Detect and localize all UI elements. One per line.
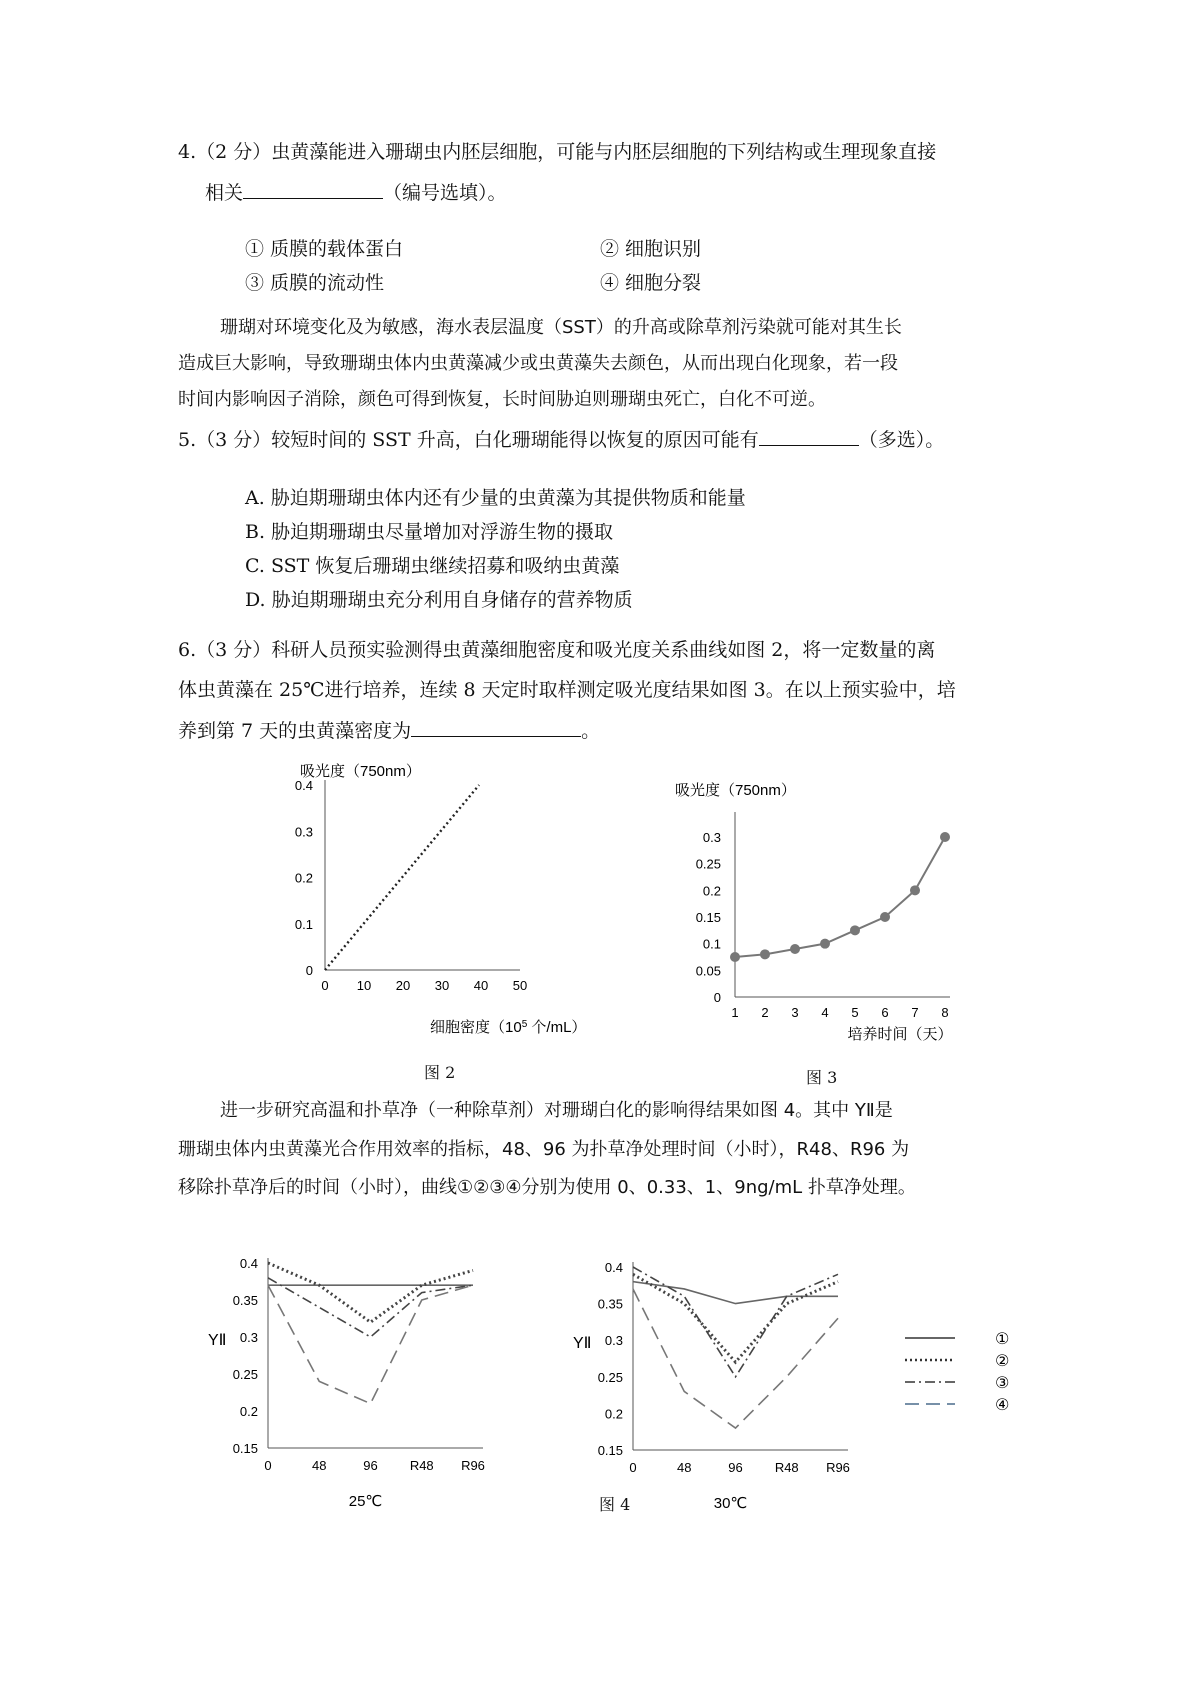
y-axis-label: 吸光度（750nm） — [300, 763, 421, 780]
figure-3-caption: 图 3 — [806, 1068, 838, 1087]
figure-2-caption: 图 2 — [424, 1063, 456, 1082]
x-tick-label: 2 — [761, 1005, 769, 1020]
y-tick-label: 0.2 — [239, 1404, 258, 1419]
y-tick-label: 0.15 — [232, 1441, 258, 1456]
q5-stem — [178, 427, 944, 452]
q4-option-2: ② 细胞识别 — [600, 238, 702, 260]
q5-option-c: C. SST 恢复后珊瑚虫继续招募和吸纳虫黄藻 — [245, 555, 620, 577]
y-tick-label: 0.2 — [702, 883, 721, 899]
y-axis-label: YⅡ — [573, 1335, 592, 1353]
legend-label: ④ — [995, 1397, 1010, 1414]
x-tick-label: 50 — [512, 978, 528, 993]
panel-title: 30℃ — [713, 1495, 748, 1512]
y-tick-label: 0.1 — [294, 916, 313, 932]
q5-option-d: D. 胁迫期珊瑚虫充分利用自身储存的营养物质 — [245, 589, 633, 611]
y-tick-label: 0.35 — [232, 1293, 258, 1308]
legend-label: ① — [995, 1331, 1010, 1348]
growth-data-point — [790, 944, 800, 954]
growth-data-point — [730, 952, 740, 962]
density-absorbance-line — [325, 785, 479, 970]
x-tick-label: R96 — [461, 1458, 485, 1473]
x-tick-label: 96 — [728, 1460, 743, 1475]
passage2-line3: 移除扑草净后的时间（小时），曲线①②③④分别为使用 0、0.33、1、9ng/mL 扑草净处理。 — [178, 1177, 916, 1198]
legend-label: ③ — [995, 1375, 1010, 1392]
growth-data-point — [850, 925, 860, 935]
series-line — [268, 1285, 473, 1403]
y-tick-label: 0.35 — [597, 1296, 623, 1312]
passage2-line2: 珊瑚虫体内虫黄藻光合作用效率的指标，48、96 为扑草净处理时间（小时），R48、R96 为 — [178, 1139, 910, 1160]
q4-stem-line1: 4.（2 分）虫黄藻能进入珊瑚虫内胚层细胞，可能与内胚层细胞的下列结构或生理现象直接 — [178, 141, 937, 163]
passage2-line1: 进一步研究高温和扑草净（一种除草剂）对珊瑚白化的影响得结果如图 4。其中 YⅡ是 — [220, 1100, 893, 1121]
x-tick-label: 48 — [677, 1460, 692, 1475]
x-tick-label: 3 — [791, 1005, 799, 1020]
y-tick-label: 0.3 — [239, 1330, 258, 1345]
q5-option-a: A. 胁迫期珊瑚虫体内还有少量的虫黄藻为其提供物质和能量 — [245, 487, 746, 509]
panel-title: 25℃ — [348, 1493, 383, 1510]
legend-label: ② — [995, 1353, 1010, 1370]
x-tick-label: 8 — [941, 1005, 949, 1020]
x-tick-label: R48 — [774, 1460, 799, 1475]
y-tick-label: 0.2 — [294, 870, 313, 886]
x-tick-label: 96 — [363, 1458, 378, 1473]
y-tick-label: 0 — [713, 990, 721, 1005]
figure-4-25c-chart — [208, 1228, 530, 1510]
x-tick-label: R96 — [826, 1460, 850, 1475]
q6-line3 — [178, 718, 600, 743]
y-tick-label: 0.3 — [294, 824, 313, 840]
q4-stem-suffix: （编号选填）。 — [383, 182, 507, 204]
x-axis-label: 培养时间（天） — [847, 1026, 953, 1043]
x-tick-label: R48 — [409, 1458, 434, 1473]
growth-curve-line — [735, 837, 945, 957]
q4-option-4: ④ 细胞分裂 — [600, 272, 702, 294]
y-tick-label: 0.25 — [232, 1367, 258, 1382]
q4-option-3: ③ 质膜的流动性 — [245, 272, 385, 294]
q6-line1: 6.（3 分）科研人员预实验测得虫黄藻细胞密度和吸光度关系曲线如图 2，将一定数量的离 — [178, 639, 936, 661]
y-tick-label: 0.3 — [702, 830, 721, 845]
series-line — [633, 1289, 838, 1428]
figure-4-caption: 图 4 — [599, 1495, 631, 1514]
y-tick-label: 0.25 — [695, 856, 721, 872]
x-tick-label: 40 — [473, 978, 489, 993]
figure-3-chart — [675, 780, 980, 1045]
q6-line3-suffix: 。 — [581, 720, 601, 742]
series-line — [268, 1278, 473, 1337]
q4-stem-prefix: 相关 — [205, 182, 244, 204]
y-tick-label: 0.15 — [597, 1443, 623, 1458]
y-tick-label: 0.4 — [294, 778, 313, 793]
growth-data-point — [820, 939, 830, 949]
x-tick-label: 0 — [264, 1458, 272, 1473]
y-tick-label: 0.25 — [597, 1369, 623, 1385]
x-tick-label: 10 — [356, 978, 372, 993]
x-tick-label: 1 — [731, 1005, 739, 1020]
x-axis-label: 细胞密度（$10^5$ 个/mL） — [430, 1018, 587, 1036]
y-tick-label: 0.4 — [604, 1260, 623, 1275]
q4-option-1: ① 质膜的载体蛋白 — [245, 238, 404, 260]
passage1-line2: 造成巨大影响，导致珊瑚虫体内虫黄藻减少或虫黄藻失去颜色，从而出现白化现象，若一段 — [178, 353, 898, 374]
y-tick-label: 0.4 — [239, 1256, 258, 1271]
q5-stem-suffix: （多选）。 — [858, 429, 945, 451]
x-tick-label: 4 — [821, 1005, 829, 1020]
y-tick-label: 0.3 — [604, 1333, 623, 1349]
y-tick-label: 0.15 — [695, 910, 721, 925]
y-axis-label: 吸光度（750nm） — [675, 782, 796, 799]
y-tick-label: 0.1 — [702, 936, 721, 952]
y-tick-label: 0.2 — [604, 1406, 623, 1422]
growth-data-point — [760, 949, 770, 959]
growth-data-point — [910, 885, 920, 895]
q6-line3-prefix: 养到第 7 天的虫黄藻密度为 — [178, 720, 412, 742]
series-line — [268, 1263, 473, 1322]
x-tick-label: 20 — [395, 978, 411, 993]
growth-data-point — [880, 912, 890, 922]
q4-answer-blank[interactable] — [243, 180, 383, 199]
q5-answer-blank[interactable] — [759, 427, 859, 446]
y-axis-label: YⅡ — [208, 1332, 227, 1349]
x-tick-label: 0 — [321, 978, 329, 993]
x-tick-label: 6 — [881, 1005, 889, 1020]
q5-stem-prefix: 5.（3 分）较短时间的 SST 升高，白化珊瑚能得以恢复的原因可能有 — [178, 429, 759, 451]
y-tick-label: 0.05 — [695, 963, 721, 979]
figure-2-chart — [270, 763, 587, 1045]
q6-answer-blank[interactable] — [411, 718, 581, 737]
y-tick-label: 0 — [305, 963, 313, 978]
passage1-line3: 时间内影响因子消除，颜色可得到恢复，长时间胁迫则珊瑚虫死亡，白化不可逆。 — [178, 389, 826, 410]
growth-data-point — [940, 832, 950, 842]
q6-line2: 体虫黄藻在 25℃进行培养，连续 8 天定时取样测定吸光度结果如图 3。在以上预实验中，培 — [178, 679, 956, 701]
q4-stem-line2 — [205, 180, 507, 205]
q5-option-b: B. 胁迫期珊瑚虫尽量增加对浮游生物的摄取 — [245, 521, 614, 543]
x-tick-label: 0 — [629, 1460, 637, 1475]
x-tick-label: 48 — [312, 1458, 327, 1473]
x-tick-label: 5 — [851, 1005, 859, 1020]
passage1-line1: 珊瑚对环境变化及为敏感，海水表层温度（SST）的升高或除草剂污染就可能对其生长 — [220, 317, 902, 338]
x-tick-label: 7 — [911, 1005, 919, 1020]
x-tick-label: 30 — [434, 978, 450, 993]
figure-4-legend — [905, 1318, 1025, 1418]
